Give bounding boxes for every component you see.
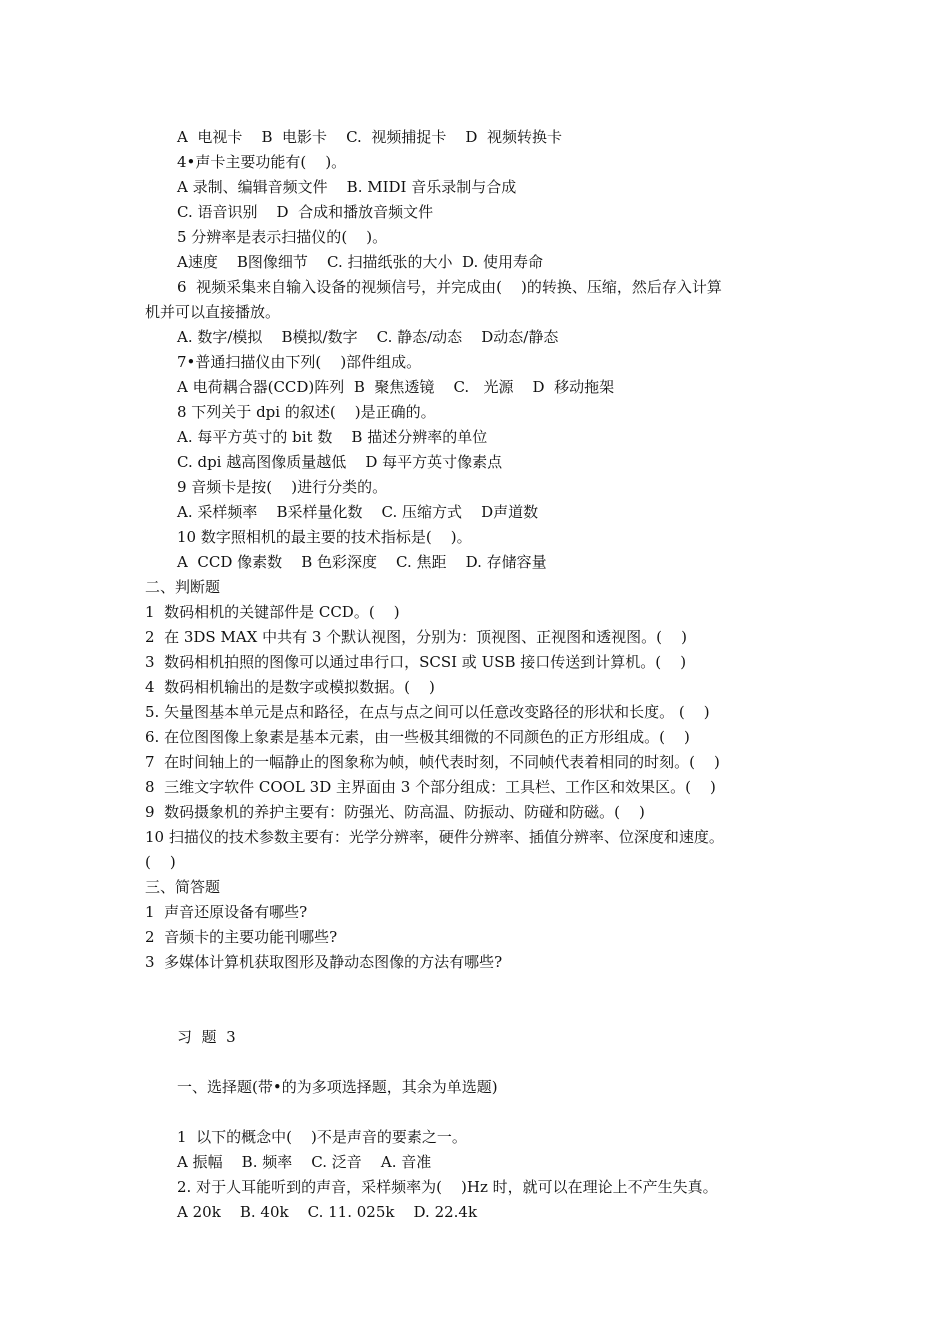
text-line: ( ) <box>145 853 176 871</box>
text-line: 5. 矢量图基本单元是点和路径，在点与点之间可以任意改变路径的形状和长度。 ( ) <box>145 703 710 721</box>
text-line: 三、简答题 <box>145 878 221 896</box>
text-line: 9 数码摄象机的养护主要有：防强光、防高温、防振动、防碰和防磁。( ) <box>145 803 645 821</box>
text-line: 7•普通扫描仪由下列( )部件组成。 <box>177 353 422 371</box>
text-line: 7 在时间轴上的一幅静止的图象称为帧，帧代表时刻，不同帧代表着相同的时刻。( ) <box>145 753 720 771</box>
text-line: 5 分辨率是表示扫描仪的( )。 <box>177 228 388 246</box>
text-line: 8 下列关于 dpi 的叙述( )是正确的。 <box>177 403 436 421</box>
text-line: 2. 对于人耳能听到的声音，采样频率为( )Hz 时，就可以在理论上不产生失真。 <box>177 1178 718 1196</box>
text-line: 4 数码相机输出的是数字或模拟数据。( ) <box>145 678 435 696</box>
text-line: 8 三维文字软件 COOL 3D 主界面由 3 个部分组成：工具栏、工作区和效果区。( ) <box>145 778 716 796</box>
text-line: 6. 在位图图像上象素是基本元素，由一些极其细微的不同颜色的正方形组成。( ) <box>145 728 690 746</box>
text-line: A. 每平方英寸的 bit 数 B 描述分辨率的单位 <box>177 428 488 446</box>
text-line: 机并可以直接播放。 <box>145 303 281 321</box>
text-line: 2 在 3DS MAX 中共有 3 个默认视图，分别为：顶视图、正视图和透视图。( ) <box>145 628 687 646</box>
text-line: 1 数码相机的关键部件是 CCD。( ) <box>145 603 400 621</box>
text-line: 6 视频采集来自输入设备的视频信号，并完成由( )的转换、压缩，然后存入计算 <box>177 278 722 296</box>
text-line: 10 数字照相机的最主要的技术指标是( )。 <box>177 528 472 546</box>
text-line: 4•声卡主要功能有( )。 <box>177 153 347 171</box>
text-line: 3 数码相机拍照的图像可以通过串行口，SCSI 或 USB 接口传送到计算机。( ) <box>145 653 687 671</box>
text-line: A 电荷耦合器(CCD)阵列 B 聚焦透镜 C. 光源 D 移动拖架 <box>177 378 615 396</box>
text-line: A CCD 像素数 B 色彩深度 C. 焦距 D. 存储容量 <box>177 553 547 571</box>
text-line: 2 音频卡的主要功能刊哪些? <box>145 928 338 946</box>
text-line: 一、选择题(带•的为多项选择题，其余为单选题) <box>177 1078 498 1096</box>
text-line: 1 声音还原设备有哪些? <box>145 903 308 921</box>
text-line: 二、判断题 <box>145 578 221 596</box>
text-line: 3 多媒体计算机获取图形及静动态图像的方法有哪些? <box>145 953 503 971</box>
text-line: A. 数字/模拟 B模拟/数字 C. 静态/动态 D动态/静态 <box>177 328 559 346</box>
text-line: 1 以下的概念中( )不是声音的要素之一。 <box>177 1128 467 1146</box>
text-line: A 电视卡 B 电影卡 C. 视频捕捉卡 D 视频转换卡 <box>177 128 562 146</box>
text-line: A 振幅 B. 频率 C. 泛音 A. 音准 <box>177 1153 432 1171</box>
text-line: C. dpi 越高图像质量越低 D 每平方英寸像素点 <box>177 453 503 471</box>
text-line: 习 题 3 <box>177 1028 236 1046</box>
text-line: A. 采样频率 B采样量化数 C. 压缩方式 D声道数 <box>177 503 539 521</box>
text-line: A 20k B. 40k C. 11. 025k D. 22.4k <box>177 1203 478 1221</box>
text-line: 10 扫描仪的技术参数主要有：光学分辨率，硬件分辨率、插值分辨率、位深度和速度。 <box>145 828 724 846</box>
text-line: A速度 B图像细节 C. 扫描纸张的大小 D. 使用寿命 <box>177 253 544 271</box>
text-line: A 录制、编辑音频文件 B. MIDI 音乐录制与合成 <box>177 178 517 196</box>
text-line: C. 语音识别 D 合成和播放音频文件 <box>177 203 434 221</box>
text-line: 9 音频卡是按( )进行分类的。 <box>177 478 388 496</box>
